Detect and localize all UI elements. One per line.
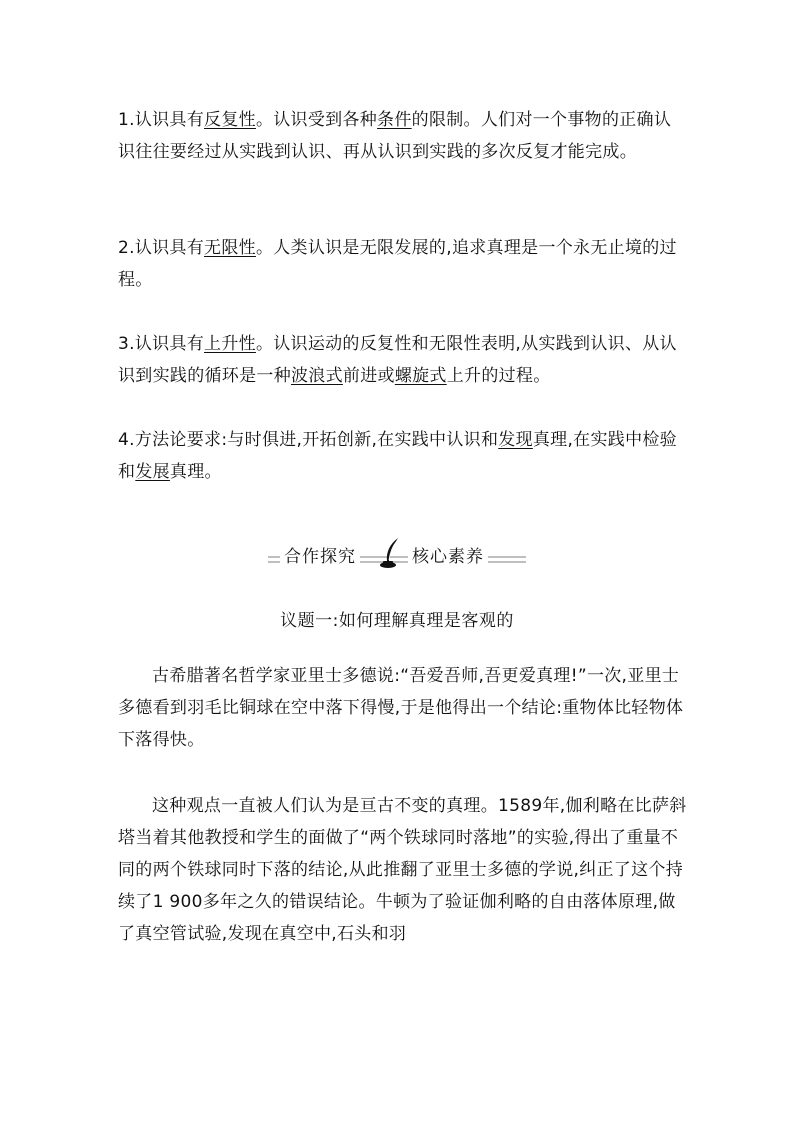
underlined-keyword: 发展 — [135, 462, 170, 482]
point-2 — [118, 232, 688, 296]
text-run: 。认识运动的反复性和无限性表明,从实践到认识、从认识到实践的循环是一种 — [118, 334, 677, 386]
point-4 — [118, 424, 688, 488]
text-run: 3.认识具有 — [118, 334, 205, 354]
text-run: 真理。 — [169, 462, 222, 482]
text-run: 上升的过程。 — [446, 366, 551, 386]
underlined-keyword: 无限性 — [204, 238, 256, 258]
text-run: 。人类认识是无限发展的,追求真理是一个永无止境的过程。 — [118, 238, 677, 290]
topic-title: 议题一:如何理解真理是客观的 — [280, 611, 514, 631]
text-run: 4.方法论要求:与时俱进,开拓创新,在实践中认识和 — [118, 430, 499, 450]
underlined-keyword: 发现 — [498, 430, 533, 450]
underlined-keyword: 螺旋式 — [394, 366, 447, 386]
text-run: 2.认识具有 — [118, 238, 205, 258]
banner-right-label: 核心素养 — [408, 542, 488, 567]
underlined-keyword: 反复性 — [204, 110, 256, 130]
text-run: 的限制。人们对一个事物的正确认识往往要经过从实践到认识、再从认识到实践的多次反复才能完成。 — [118, 110, 672, 162]
body-paragraph-2: 这种观点一直被人们认为是亘古不变的真理。1589年,伽利略在比萨斜塔当着其他教授和学生的面做了“两个铁球同时落地”的实验,得出了重量不同的两个铁球同时下落的结论,从此推翻了亚里士多德的学说,纠正了这个持续了1 900多年之久的错误结论。牛顿为了验证伽利略的自由落体原理,做了真空管试验,发现在真空中,石头和羽 — [118, 796, 687, 944]
text-run: 。认识受到各种 — [255, 110, 378, 130]
underlined-keyword: 波浪式 — [291, 366, 343, 386]
text-run: 真理,在实践中检验和 — [118, 430, 677, 482]
underlined-keyword: 条件 — [377, 110, 412, 130]
underlined-keyword: 上升性 — [204, 334, 256, 354]
quill-ink-icon — [376, 536, 406, 570]
text-run: 前进或 — [342, 366, 395, 386]
text-run: 1.认识具有 — [118, 110, 205, 130]
banner-left-label: 合作探究 — [280, 542, 360, 567]
body-paragraph-1: 古希腊著名哲学家亚里士多德说:“吾爱吾师,吾更爱真理!”一次,亚里士多德看到羽毛比铜球在空中落下得慢,于是他得出一个结论:重物体比轻物体下落得快。 — [118, 666, 684, 750]
section-banner — [268, 536, 526, 572]
point-1 — [118, 104, 688, 168]
point-3 — [118, 328, 688, 392]
